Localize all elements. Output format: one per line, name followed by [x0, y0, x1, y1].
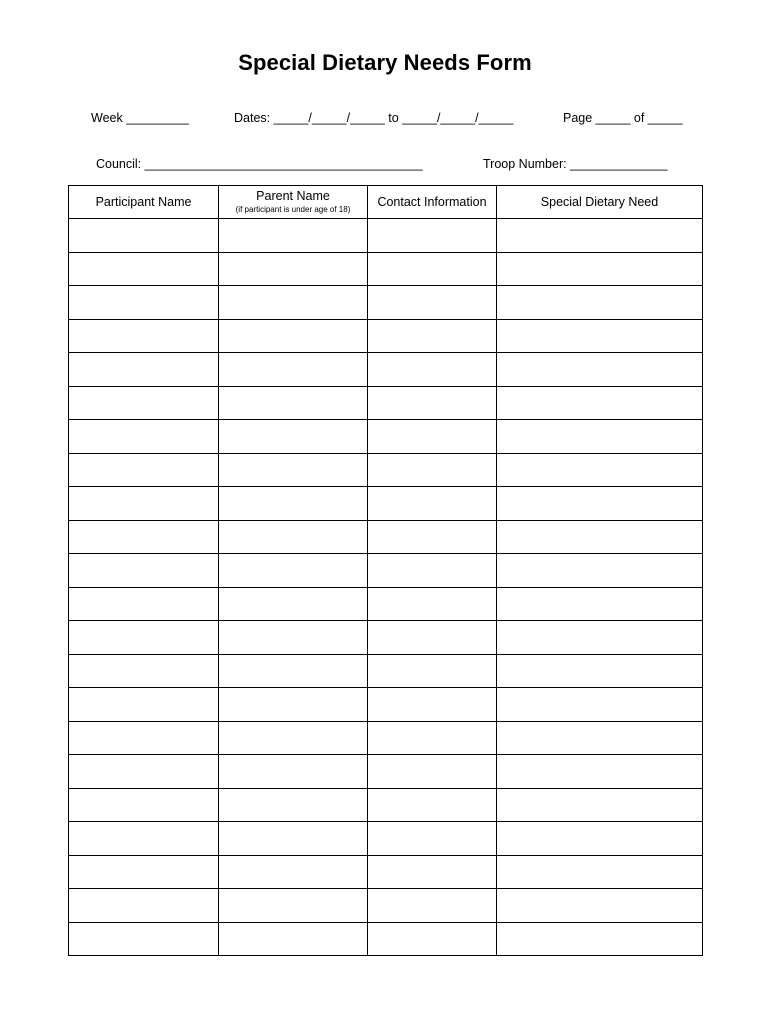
parent-name-cell[interactable] [219, 621, 368, 655]
participant-name-cell[interactable] [69, 520, 219, 554]
contact-information-cell[interactable] [368, 721, 497, 755]
special-dietary-need-cell[interactable] [497, 855, 703, 889]
parent-name-cell[interactable] [219, 654, 368, 688]
contact-information-cell[interactable] [368, 420, 497, 454]
contact-information-cell[interactable] [368, 453, 497, 487]
contact-information-cell[interactable] [368, 688, 497, 722]
parent-name-cell[interactable] [219, 453, 368, 487]
contact-information-cell[interactable] [368, 587, 497, 621]
participant-name-cell[interactable] [69, 319, 219, 353]
special-dietary-need-cell[interactable] [497, 319, 703, 353]
special-dietary-need-cell[interactable] [497, 554, 703, 588]
parent-name-cell[interactable] [219, 721, 368, 755]
council-field[interactable]: Council: ________________________________________ [96, 157, 423, 171]
parent-name-cell[interactable] [219, 252, 368, 286]
parent-name-cell[interactable] [219, 554, 368, 588]
table-row [69, 353, 703, 387]
parent-name-cell[interactable] [219, 319, 368, 353]
column-header-label: Parent Name [256, 189, 330, 204]
participant-name-cell[interactable] [69, 286, 219, 320]
participant-name-cell[interactable] [69, 855, 219, 889]
parent-name-cell[interactable] [219, 286, 368, 320]
form-title: Special Dietary Needs Form [238, 50, 532, 75]
column-header-label: Contact Information [377, 194, 487, 209]
participant-name-cell[interactable] [69, 252, 219, 286]
special-dietary-need-cell[interactable] [497, 252, 703, 286]
special-dietary-need-cell[interactable] [497, 487, 703, 521]
troop-number-field[interactable]: Troop Number: ______________ [483, 157, 668, 171]
table-row [69, 219, 703, 253]
parent-name-cell[interactable] [219, 386, 368, 420]
parent-name-cell[interactable] [219, 420, 368, 454]
column-header-parent-name [219, 186, 368, 219]
contact-information-cell[interactable] [368, 822, 497, 856]
contact-information-cell[interactable] [368, 386, 497, 420]
table-row [69, 855, 703, 889]
parent-name-cell[interactable] [219, 587, 368, 621]
special-dietary-need-cell[interactable] [497, 219, 703, 253]
parent-name-cell[interactable] [219, 922, 368, 956]
special-dietary-need-cell[interactable] [497, 788, 703, 822]
parent-name-cell[interactable] [219, 822, 368, 856]
contact-information-cell[interactable] [368, 922, 497, 956]
dates-field[interactable]: Dates: _____/_____/_____ to _____/_____/_____ [234, 111, 514, 125]
parent-name-cell[interactable] [219, 353, 368, 387]
parent-name-cell[interactable] [219, 855, 368, 889]
table-row [69, 822, 703, 856]
special-dietary-need-cell[interactable] [497, 889, 703, 923]
special-dietary-need-cell[interactable] [497, 286, 703, 320]
participant-name-cell[interactable] [69, 922, 219, 956]
participant-name-cell[interactable] [69, 788, 219, 822]
participant-name-cell[interactable] [69, 386, 219, 420]
special-dietary-need-cell[interactable] [497, 654, 703, 688]
special-dietary-need-cell[interactable] [497, 386, 703, 420]
contact-information-cell[interactable] [368, 788, 497, 822]
parent-name-cell[interactable] [219, 755, 368, 789]
special-dietary-need-cell[interactable] [497, 822, 703, 856]
table-row [69, 922, 703, 956]
parent-name-cell[interactable] [219, 788, 368, 822]
table-row [69, 688, 703, 722]
special-dietary-need-cell[interactable] [497, 755, 703, 789]
special-dietary-need-cell[interactable] [497, 688, 703, 722]
table-row [69, 587, 703, 621]
column-header-contact-information [368, 186, 497, 219]
parent-name-cell[interactable] [219, 889, 368, 923]
column-header-label: Participant Name [95, 194, 192, 209]
participant-name-cell[interactable] [69, 487, 219, 521]
participant-name-cell[interactable] [69, 453, 219, 487]
table-row [69, 487, 703, 521]
participant-name-cell[interactable] [69, 889, 219, 923]
participant-name-cell[interactable] [69, 688, 219, 722]
table-row [69, 721, 703, 755]
special-dietary-need-cell[interactable] [497, 420, 703, 454]
column-header-label: Special Dietary Need [540, 194, 659, 209]
contact-information-cell[interactable] [368, 487, 497, 521]
table-row [69, 252, 703, 286]
column-header-special-dietary-need [497, 186, 703, 219]
contact-information-cell[interactable] [368, 520, 497, 554]
table-row [69, 453, 703, 487]
table-row [69, 386, 703, 420]
special-dietary-need-cell[interactable] [497, 453, 703, 487]
contact-information-cell[interactable] [368, 286, 497, 320]
contact-information-cell[interactable] [368, 353, 497, 387]
contact-information-cell[interactable] [368, 319, 497, 353]
contact-information-cell[interactable] [368, 252, 497, 286]
parent-name-cell[interactable] [219, 520, 368, 554]
week-field[interactable]: Week _________ [91, 111, 189, 125]
special-dietary-need-cell[interactable] [497, 353, 703, 387]
participant-name-cell[interactable] [69, 587, 219, 621]
contact-information-cell[interactable] [368, 621, 497, 655]
table-row [69, 788, 703, 822]
participant-name-cell[interactable] [69, 822, 219, 856]
table-row [69, 755, 703, 789]
special-dietary-need-cell[interactable] [497, 922, 703, 956]
table-row [69, 286, 703, 320]
table-row [69, 889, 703, 923]
table-row [69, 554, 703, 588]
page-field[interactable]: Page _____ of _____ [563, 111, 683, 125]
special-dietary-need-cell[interactable] [497, 721, 703, 755]
special-dietary-need-cell[interactable] [497, 520, 703, 554]
contact-information-cell[interactable] [368, 654, 497, 688]
parent-name-cell[interactable] [219, 219, 368, 253]
participant-name-cell[interactable] [69, 420, 219, 454]
participant-name-cell[interactable] [69, 353, 219, 387]
special-dietary-need-cell[interactable] [497, 587, 703, 621]
table-row [69, 520, 703, 554]
table-row [69, 420, 703, 454]
contact-information-cell[interactable] [368, 755, 497, 789]
participant-name-cell[interactable] [69, 219, 219, 253]
table-body [69, 219, 703, 956]
table-row [69, 319, 703, 353]
participant-name-cell[interactable] [69, 621, 219, 655]
dietary-needs-table [68, 185, 703, 956]
contact-information-cell[interactable] [368, 219, 497, 253]
special-dietary-need-cell[interactable] [497, 621, 703, 655]
column-header-participant-name [69, 186, 219, 219]
participant-name-cell[interactable] [69, 721, 219, 755]
table-row [69, 654, 703, 688]
parent-name-cell[interactable] [219, 688, 368, 722]
table-row [69, 621, 703, 655]
table-header-row [69, 186, 703, 219]
participant-name-cell[interactable] [69, 654, 219, 688]
parent-name-cell[interactable] [219, 487, 368, 521]
column-header-note: (if participant is under age of 18) [235, 205, 351, 215]
contact-information-cell[interactable] [368, 855, 497, 889]
participant-name-cell[interactable] [69, 755, 219, 789]
participant-name-cell[interactable] [69, 554, 219, 588]
contact-information-cell[interactable] [368, 554, 497, 588]
contact-information-cell[interactable] [368, 889, 497, 923]
